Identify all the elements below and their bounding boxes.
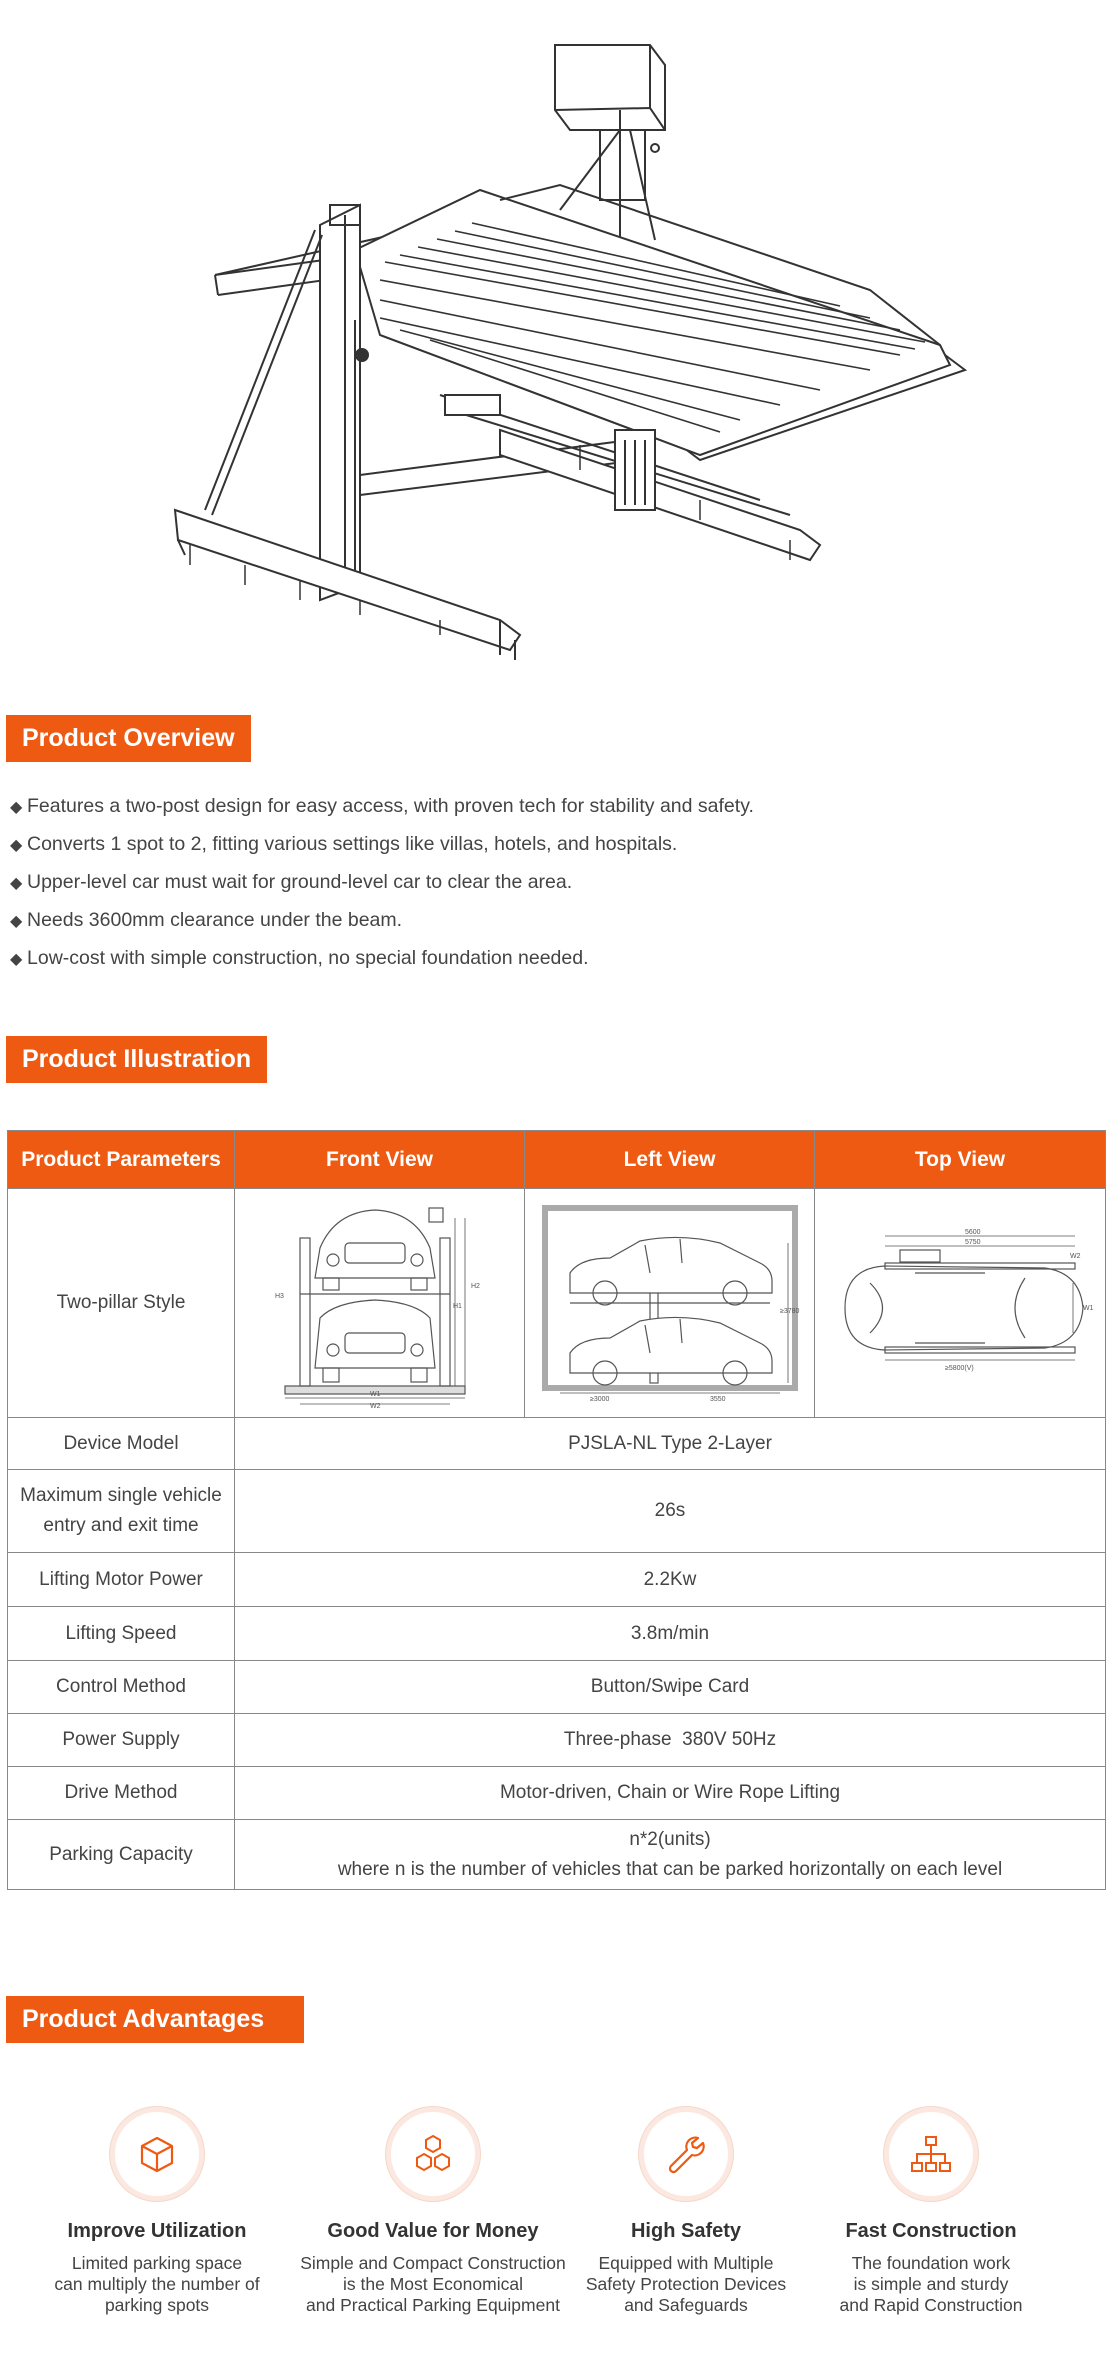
left-view-cell: [525, 1189, 815, 1418]
row-value: PJSLA-NL Type 2-Layer: [235, 1418, 1106, 1470]
spec-table: [7, 1130, 1106, 1890]
table-row: [8, 1607, 1106, 1661]
front-view-cell: [235, 1189, 525, 1418]
diamond-bullet-icon: ◆: [10, 799, 23, 816]
row-value: 3.8m/min: [235, 1607, 1106, 1661]
diamond-bullet-icon: ◆: [10, 951, 23, 968]
row-value: Three-phase 380V 50Hz: [235, 1714, 1106, 1767]
advantage-title: Good Value for Money: [327, 2220, 539, 2242]
row-label: Power Supply: [8, 1714, 235, 1767]
advantage-description: Simple and Compact Construction is the Most Economical and Practical Parking Equipment: [300, 2253, 566, 2315]
product-overview-heading: Product Overview: [6, 715, 251, 762]
table-row: [8, 1820, 1106, 1890]
row-label: Lifting Motor Power: [8, 1553, 235, 1607]
svg-text:W2: W2: [1070, 1253, 1081, 1260]
svg-text:5600: 5600: [965, 1229, 981, 1236]
product-advantages-heading: Product Advantages: [6, 1996, 304, 2043]
svg-text:5750: 5750: [965, 1239, 981, 1246]
advantage-icon-circle: [644, 2112, 728, 2196]
table-row: [8, 1418, 1106, 1470]
advantage-description: Limited parking space can multiply the number of parking spots: [54, 2253, 260, 2315]
diamond-bullet-icon: ◆: [10, 837, 23, 854]
advantage-title: High Safety: [630, 2220, 742, 2242]
top-view-drawing: [825, 1228, 1095, 1378]
row-label: Control Method: [8, 1661, 235, 1714]
svg-text:≥3780: ≥3780: [779, 1308, 799, 1315]
diamond-bullet-icon: ◆: [10, 875, 23, 892]
list-item: ◆ Needs 3600mm clearance under the beam.: [10, 902, 754, 940]
table-row: [8, 1714, 1106, 1767]
advantage-card: [796, 2112, 1066, 2316]
svg-text:W1: W1: [369, 1391, 380, 1398]
svg-text:≥5800(V): ≥5800(V): [945, 1365, 974, 1372]
table-row: [8, 1470, 1106, 1553]
column-header: Top View: [815, 1131, 1106, 1189]
advantage-title: Improve Utilization: [67, 2220, 247, 2242]
box-icon: [137, 2134, 177, 2174]
svg-text:H2: H2: [470, 1283, 480, 1290]
row-label: Drive Method: [8, 1767, 235, 1820]
row-value: 2.2Kw: [235, 1553, 1106, 1607]
table-row: [8, 1553, 1106, 1607]
hexagons-icon: [411, 2132, 455, 2176]
row-value: 26s: [235, 1470, 1106, 1553]
list-item: ◆ Converts 1 spot to 2, fitting various settings like villas, hotels, and hospitals.: [10, 826, 754, 864]
svg-text:H1: H1: [452, 1303, 462, 1310]
advantage-icon-circle: [391, 2112, 475, 2196]
product-illustration-heading: Product Illustration: [6, 1036, 267, 1083]
advantage-card: [551, 2112, 821, 2316]
advantage-description: Equipped with Multiple Safety Protection Devices and Safeguards: [585, 2253, 787, 2315]
svg-text:H3: H3: [274, 1293, 284, 1300]
row-label: Parking Capacity: [8, 1820, 235, 1890]
style-label: Two-pillar Style: [8, 1189, 235, 1418]
column-header: Left View: [525, 1131, 815, 1189]
table-row: [8, 1189, 1106, 1418]
diamond-bullet-icon: ◆: [10, 913, 23, 930]
row-value: Motor-driven, Chain or Wire Rope Lifting: [235, 1767, 1106, 1820]
row-label: Maximum single vehicle entry and exit time: [8, 1470, 235, 1553]
svg-text:3550: 3550: [709, 1396, 726, 1403]
advantage-description: The foundation work is simple and sturdy and Rapid Construction: [839, 2253, 1023, 2315]
list-item: ◆ Upper-level car must wait for ground-level car to clear the area.: [10, 864, 754, 902]
advantage-card: [298, 2112, 568, 2316]
wrench-icon: [665, 2133, 707, 2175]
svg-text:W2: W2: [369, 1403, 380, 1408]
table-header-row: [8, 1131, 1106, 1189]
column-header: Product Parameters: [8, 1131, 235, 1189]
top-view-cell: [815, 1189, 1106, 1418]
hierarchy-icon: [909, 2134, 953, 2174]
advantage-icon-circle: [889, 2112, 973, 2196]
column-header: Front View: [235, 1131, 525, 1189]
overview-list: [10, 788, 754, 978]
svg-text:W1: W1: [1083, 1305, 1094, 1312]
row-value: n*2(units) where n is the number of vehicles that can be parked horizontally on each level: [235, 1820, 1106, 1890]
row-value: Button/Swipe Card: [235, 1661, 1106, 1714]
list-item: ◆ Low-cost with simple construction, no special foundation needed.: [10, 940, 754, 978]
row-label: Device Model: [8, 1418, 235, 1470]
row-label: Lifting Speed: [8, 1607, 235, 1661]
front-view-drawing: [275, 1198, 485, 1408]
lift-line-drawing: [0, 0, 1114, 700]
advantage-card: [22, 2112, 292, 2316]
table-row: [8, 1767, 1106, 1820]
advantage-title: Fast Construction: [845, 2220, 1017, 2242]
left-view-drawing: [540, 1203, 800, 1403]
table-row: [8, 1661, 1106, 1714]
list-item: ◆ Features a two-post design for easy access, with proven tech for stability and safety.: [10, 788, 754, 826]
svg-text:≥3000: ≥3000: [589, 1396, 609, 1403]
advantage-icon-circle: [115, 2112, 199, 2196]
